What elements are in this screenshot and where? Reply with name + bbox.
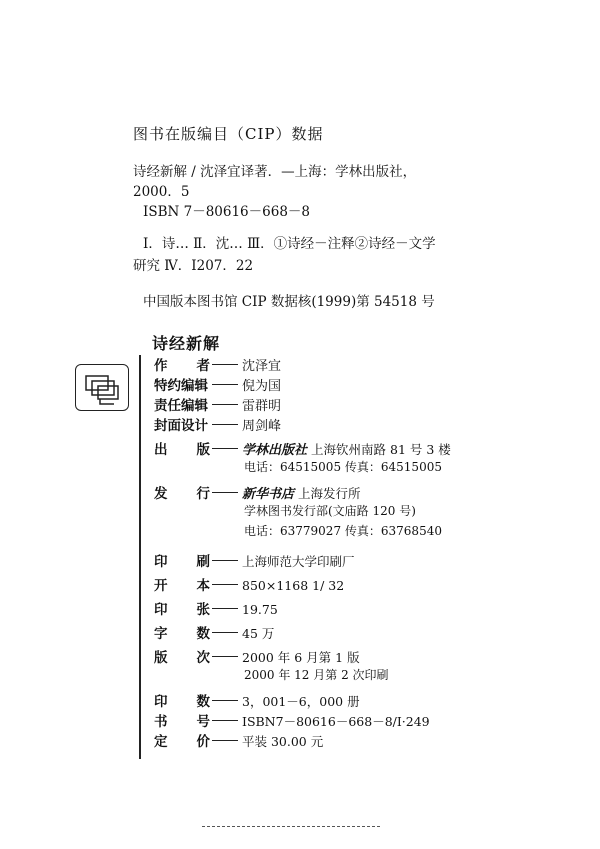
colophon-row-sheets: 印 张 19.75 (154, 602, 278, 618)
colophon-row-format: 开 本 850×1168 1/ 32 (154, 578, 345, 594)
book-title: 诗经新解 (152, 334, 221, 353)
colophon-row-edition: 版 次 2000 年 6 月第 1 版 (154, 650, 360, 666)
cip-isbn: ISBN 7－80616－668－8 (143, 204, 310, 220)
cip-subjects-line1: Ⅰ．诗… Ⅱ．沈… Ⅲ．①诗经－注释②诗经－文学 (143, 236, 436, 252)
colophon-row-words: 字 数 45 万 (154, 626, 275, 642)
colophon-row-responsible-editor: 责任编辑 雷群明 (154, 398, 282, 414)
cip-heading: 图书在版编目（CIP）数据 (133, 125, 324, 143)
colophon-row-printer: 印 刷 上海师范大学印刷厂 (154, 554, 355, 570)
colophon-row-special-editor: 特约编辑 倪为国 (154, 378, 282, 394)
colophon-row-author: 作 者 沈泽宜 (154, 358, 282, 374)
colophon-row-price: 定 价 平装 30.00 元 (154, 734, 324, 750)
colophon (154, 354, 574, 750)
colophon-row-publisher: 出 版 学林出版社 上海钦州南路 81 号 3 楼 (154, 438, 574, 458)
cip-record-number: 中国版本图书馆 CIP 数据核(1999)第 54518 号 (143, 294, 435, 310)
publisher-signature: 学林出版社 (242, 443, 308, 458)
colophon-row-edition-reprint: 2000 年 12 月第 2 次印刷 (244, 668, 389, 682)
colophon-row-distributor: 发 行 新华书店 上海发行所 (154, 482, 574, 502)
colophon-row-distributor-phone: 电话：63779027 传真：63768540 (244, 524, 442, 538)
colophon-row-print-run: 印 数 3，001－6，000 册 (154, 694, 360, 710)
colophon-row-distributor-sub: 学林图书发行部(文庙路 120 号) (244, 504, 416, 518)
colophon-divider (139, 355, 141, 759)
cip-subjects-line2: 研究 Ⅳ．I207．22 (133, 258, 254, 274)
distributor-signature: 新华书店 (242, 487, 295, 502)
colophon-row-publisher-phone: 电话：64515005 传真：64515005 (244, 460, 442, 474)
cip-title-line: 诗经新解 / 沈泽宜译著．—上海：学林出版社， (133, 164, 417, 180)
colophon-row-book-number: 书 号 ISBN7－80616－668－8/I·249 (154, 714, 430, 730)
publisher-logo-icon (75, 364, 129, 411)
colophon-row-cover-design: 封面设计 周剑峰 (154, 418, 282, 434)
footer-rule (202, 826, 380, 828)
cip-date-line: 2000．5 (133, 184, 190, 200)
